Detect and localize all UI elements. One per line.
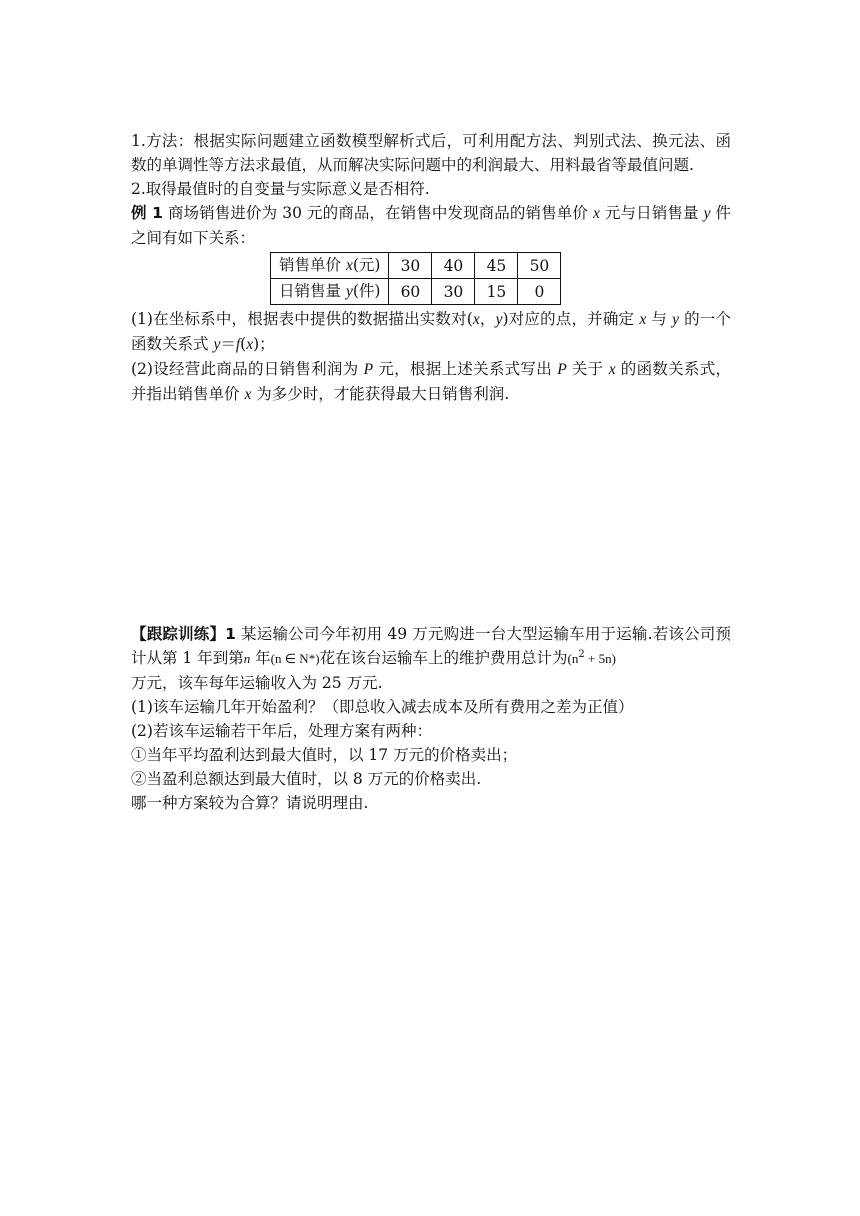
training-1-block [131,622,731,815]
example-1-text-c: 件之间有如下关系： [131,204,732,247]
example-1-label: 例 1 [131,204,163,222]
table-cell: 50 [518,253,561,279]
training-1-intro: 【跟踪训练】1 某运输公司今年初用 49 万元购进一台大型运输车用于运输.若该公司预计从第 1 年到第n 年(n ∈ N*)花在该台运输车上的维护费用总计为$(n^2 + 5n)$ 万元，该车每年运输收入为 25 万元. [131,625,731,692]
answer-space [131,407,731,622]
sales-table [270,252,561,305]
table-row-header: 日销售量 y(件) [271,279,389,305]
training-1-option-1: ①当年平均盈利达到最大值时，以 17 万元的价格卖出； [131,746,518,764]
example-1-text-b: 元与日销售量 [599,204,704,222]
table-cell: 40 [432,253,475,279]
table-cell: 45 [475,253,518,279]
table-row-header: 销售单价 x(元) [271,253,389,279]
table-row [271,279,561,305]
table-cell: 0 [518,279,561,305]
training-1-question-1: (1)该车运输几年开始盈利？（即总收入减去成本及所有费用之差为正值） [131,698,634,716]
table-cell: 60 [389,279,432,305]
var-x: x [592,205,600,222]
example-1-question-2: (2)设经营此商品的日销售利润为 P 元，根据上述关系式写出 P 关于 x 的函数关系式，并指出销售单价 x 为多少时，才能获得最大日销售利润. [131,360,732,403]
table-cell: 15 [475,279,518,305]
example-1-intro [131,201,731,250]
example-1-text-a: 商场销售进价为 30 元的商品，在销售中发现商品的销售单价 [167,204,593,222]
table-cell: 30 [389,253,432,279]
training-1-label: 【跟踪训练】1 [131,625,236,643]
example-1-question-1: (1)在坐标系中，根据表中提供的数据描出实数对(x，y)对应的点，并确定 x 与 y 的一个函数关系式 y＝f(x)； [131,310,731,353]
table-cell: 30 [432,279,475,305]
training-1-question-2: (2)若该车运输若干年后，处理方案有两种： [131,722,432,740]
method-point-2: 2.取得最值时的自变量与实际意义是否相符. [131,180,430,198]
method-point-1: 1.方法：根据实际问题建立函数模型解析式后，可利用配方法、判别式法、换元法、函数的单调性等方法求最值，从而解决实际问题中的利润最大、用料最省等最值问题. [131,132,731,174]
table-row [271,253,561,279]
document-page [131,129,731,815]
training-1-option-2: ②当盈利总额达到最大值时，以 8 万元的价格卖出. [131,770,482,788]
training-1-question-3: 哪一种方案较为合算？请说明理由. [131,794,369,812]
var-y: y [703,205,711,222]
